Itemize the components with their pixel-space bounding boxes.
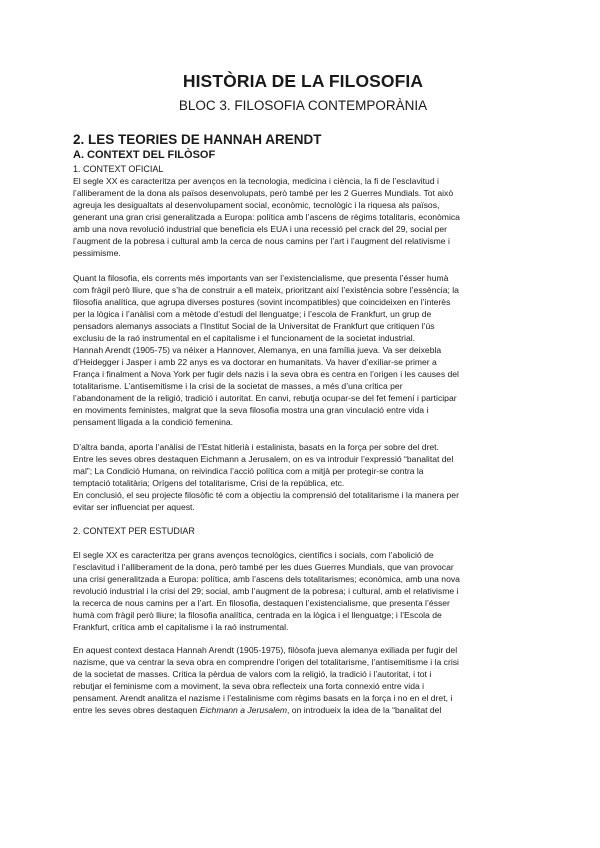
text-line: agreuja les desigualtats al desenvolupament social, econòmic, tecnològic i la riquesa als països,: [73, 200, 440, 210]
text-line: revolució industrial i la crisi del 29; social, amb l’augment de la pobresa; i cultural, amb el relativisme i: [73, 586, 459, 596]
text-segment: , on introdueix la idea de la “banalitat del: [287, 705, 442, 715]
document-page: [73, 70, 533, 716]
subsection-heading: A. CONTEXT DEL FILÒSOF: [73, 149, 216, 161]
context-estudiar-heading: 2. CONTEXT PER ESTUDIAR: [73, 526, 195, 536]
document-subtitle: BLOC 3. FILOSOFIA CONTEMPORÀNIA: [178, 98, 428, 113]
text-line: d’Heidegger i Jasper i amb 22 anys es va doctorar en humanitats. Va haver d’exiliar-se primer a: [73, 357, 437, 367]
text-line: exclusiu de la raó instrumental en el capitalisme i el funcionament de la societat industrial.: [73, 333, 416, 343]
text-line: El segle XX es caracteritza per grans avenços tecnològics, científics i socials, com l’abolició de: [73, 550, 434, 560]
paragraph-arendt: [73, 644, 533, 716]
text-line: l’abandonament de la religió, tradició i autoritat. En canvi, rebutja ocupar-se del fet femení i participar: [73, 393, 457, 403]
text-line: de la societat de masses. Critica la pèrdua de valors com la religió, la tradició i l’autoritat, i tot i: [73, 669, 432, 679]
text-line: temptació totalitària; Orígens del totalitarisme, Crisi de la república, etc.: [73, 478, 345, 488]
text-segment: entre les seves obres destaquen: [73, 705, 200, 715]
text-line: Entre les seves obres destaquen Eichmann a Jerusalem, on es va introduir l’expressió “banalitat del: [73, 454, 454, 464]
text-line: una crisi generalitzada a Europa: política, amb l’ascens dels totalitarismes; econòmica, amb una nova: [73, 574, 460, 584]
book-title-italic: Eichmann a Jerusalem: [199, 705, 288, 715]
text-line: per la lògica i l’anàlisi com a mètode d’estudi del llenguatge; i l’escola de Frankfurt, un grup de: [73, 309, 432, 319]
document-title: HISTÒRIA DE LA FILOSOFIA: [182, 71, 424, 91]
text-line: la recerca de nous camins per a l’art. En filosofia, destaquen l’existencialisme, que presenta l’ésser: [73, 598, 450, 608]
paragraph-context-estudiar: [73, 549, 533, 633]
text-line: generant una gran crisi generalitzada a Europa: política amb l’ascens de règims totalitaris, econòmica: [73, 212, 460, 222]
text-line: l’esclavitud i l’alliberament de la dona, però també per les dues Guerres Mundials, que van provocar: [73, 562, 454, 572]
text-line: totalitarisme. L’antisemitisme i la crisi de la societat de masses, a més d’una crítica per: [73, 381, 403, 391]
text-line: França i finalment a Nova York per fugir dels nazis i la seva obra es centra en l’origen i les causes del: [73, 369, 459, 379]
text-line: filosofia analítica, que agrupa diverses postures (sovint incompatibles) que coincideixen en l’interès: [73, 297, 451, 307]
section-heading: 2. LES TEORIES DE HANNAH ARENDT: [73, 132, 322, 147]
text-line: amb una nova revolució industrial que beneficia els EUA i una recessió pel crack del 29, social per: [73, 224, 448, 234]
text-line: evitar ser influenciat per aquest.: [73, 502, 195, 512]
text-line: pensadors alemanys associats a l’Institut Social de la Universitat de Frankfurt que critiquen l’ús: [73, 321, 435, 331]
paragraph-context-oficial: [73, 175, 533, 259]
text-line: D’altra banda, aporta l’anàlisi de l’Estat hitlerià i estalinista, basats en la força per sobre del dret.: [73, 442, 439, 452]
text-line: l’alliberament de la dona als països desenvolupats, però també per les 2 Guerres Mundials. Tot això: [73, 188, 454, 198]
text-line: El segle XX es caracteritza per avenços en la tecnologia, medicina i ciència, la fi de l’esclavitud i: [73, 176, 439, 186]
context-oficial-heading: 1. CONTEXT OFICIAL: [73, 164, 164, 174]
text-line: Hannah Arendt (1905-75) va néixer a Hannover, Alemanya, en una família jueva. Va ser deixebla: [73, 345, 442, 355]
text-line: humà com fràgil però lliure; la filosofia analítica, centrada en la lògica i el llenguatge; i l’Escola de: [73, 610, 442, 620]
text-line-last: [73, 704, 533, 716]
paragraph-obres: [73, 441, 533, 513]
text-line: pensament lligada a la condició femenina.: [73, 417, 234, 427]
text-line: l’augment de la pobresa i cultural amb la cerca de nous camins per l’art i l’augment del relativisme i: [73, 236, 450, 246]
text-line: mal”; La Condició Humana, on reivindica l’acció política com a mitjà per protegir-se contra la: [73, 466, 424, 476]
text-line: com fràgil però lliure, que s’ha de construir a ell mateix, prioritzant així l’existència sobre l’essència; la: [73, 285, 459, 295]
text-line: Frankfurt, crítica amb el capitalisme i la raó instrumental.: [73, 622, 289, 632]
text-line: nazisme, que va centrar la seva obra en comprendre l’origen del totalitarisme, l’antisemitisme i la crisi: [73, 657, 459, 667]
text-line: pensament. Arendt analitza el nazisme i l’estalinisme com règims basats en la força i no en el dret, i: [73, 693, 453, 703]
text-line: En aquest context destaca Hannah Arendt (1905-1975), filòsofa jueva alemanya exiliada per fugir del: [73, 645, 458, 655]
text-line: En conclusió, el seu projecte filosòfic té com a objectiu la comprensió del totalitarisme i la manera per: [73, 490, 459, 500]
text-line: en moviments feministes, malgrat que la seva filosofia mostra una gran vinculació entre vida i: [73, 405, 429, 415]
text-line: rebutjar el feminisme com a moviment, la seva obra reflecteix una forta connexió entre vida i: [73, 681, 425, 691]
text-line: Quant la filosofia, els corrents més importants van ser l’existencialisme, que presenta l’ésser humà: [73, 273, 449, 283]
text-line: pessimisme.: [73, 248, 121, 258]
paragraph-filosofia: [73, 272, 533, 428]
